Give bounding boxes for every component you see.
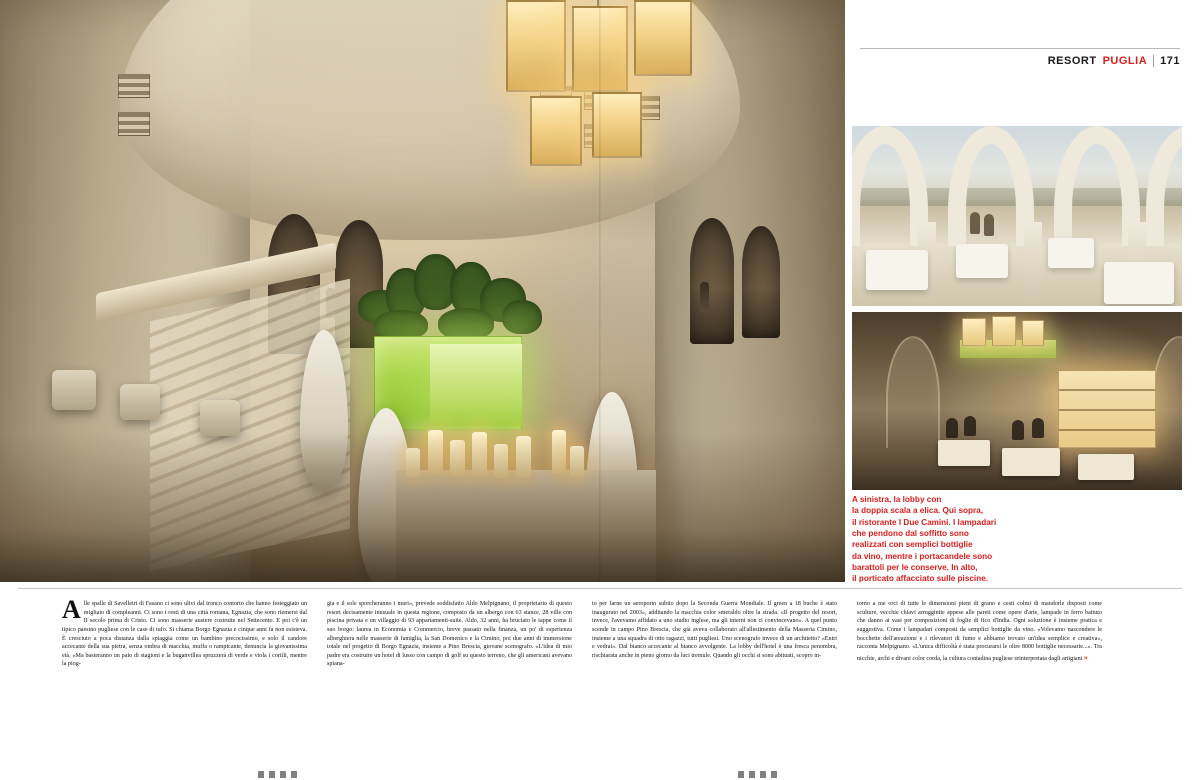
dining-table (938, 440, 990, 466)
pendant-lantern (634, 0, 692, 76)
column-text: to per farne un aeroporto subito dopo la Seconda Guerra Mondiale. Il green a 18 buche è stato inaugurato nel 2003», additando la macchia color smeraldo oltre la strada. «Il progetto del resort, invece, l'avevamo affidato a uno studio inglese, ma gli interni non ci convincevano». A quel punto scende in campo Pino Brescia, che già aveva collaborato all'allestimento della Masseria Cimino, insieme a una squadra di otto ragazzi, tutti pugliesi. Uno scenografo invece di un architetto? «Entri e vedrai». Dal bianco accecante al bianco avvolgente. La lobby dell'hotel è una fresca penombra, rischiarata anche in pieno giorno da luci tremule. Quando gli occhi si sono abituati, scopro in- (592, 601, 837, 659)
bottle-chandelier (1022, 320, 1044, 346)
article-body (62, 595, 1144, 750)
floor-shadow (0, 432, 845, 582)
photo-caption (852, 494, 1072, 585)
bottle-chandelier (962, 318, 986, 346)
person-silhouette (1032, 418, 1044, 438)
caption-line: che pendono dal soffitto sono (852, 528, 969, 538)
dining-table (1048, 238, 1094, 268)
page-spine (599, 0, 601, 582)
dining-table (956, 244, 1008, 278)
pendant-lantern (506, 0, 566, 92)
stone-pot (120, 384, 160, 420)
page-bottom-strip (0, 766, 1200, 780)
column-text: gia e il sole sporcheranno i muri», prevede soddisfatto Aldo Melpignano, il proprietario di questo resort decisamente inusuale in questa regione, composto da un albergo con 63 stanze, 28 ville con piscina privata e un villaggio di 93 appartamenti-suite. Aldo, 32 anni, ha bruciato le tappe come il suo borgo: laurea in Economia e Commercio, breve passato nella finanza, un po' di esperienza alberghiera nelle masserie di famiglia, la San Domenico e la Cimino, poi due anni di immersione totale nel progetto di Borgo Egnazia, insieme a Pino Brescia, giovane scenografo. «L'idea di mio padre era costruire un hotel di lusso con campo di golf su questo terreno, che gli americani avevano spiana- (327, 601, 572, 668)
dining-table (866, 250, 928, 290)
caption-line: la doppia scala a elica. Qui sopra, (852, 506, 984, 516)
running-head (1048, 52, 1180, 70)
dining-table (1002, 448, 1060, 476)
archway (690, 218, 734, 344)
cactus-arrangement (352, 252, 548, 344)
caption-line: realizzati con semplici bottiglie (852, 540, 973, 550)
caption-line: il porticato affacciato sulle piscine. (852, 574, 989, 584)
registration-mark (738, 771, 782, 778)
text-divider (18, 588, 1182, 589)
person-silhouette (946, 418, 958, 438)
photo-portico-pools (852, 126, 1182, 306)
illuminated-niche-shelf (1058, 370, 1156, 448)
article-column-1 (62, 595, 307, 750)
article-column-3 (592, 600, 837, 750)
running-head-section: RESORT (1047, 55, 1097, 67)
column-text: torno a me orci di tutte le dimensioni pieni di grano e cesti colmi di mandorle disposti come sculture, vecchie chiavi arrugginite appese alle pareti come opere d'arte, lampade in ferro battuto che danno ai vasi per composizioni di foglie di fico d'India. Ogni soluzione è insieme pratica e suggestiva. Come i lampadari composti da semplici bottiglie da vino. «Volevamo nascondere le bocchette dell'areazione e i rilevatori di fumo e abbiamo trovato un'idea semplice e creativa», racconta Melpignano. «L'unica difficoltà è stata procurarsi le oltre 8000 bottiglie necessarie...». Tra nicchie, archi e divani color corda, la cultura contadina pugliese reinterpretata dagli artigiani (857, 601, 1102, 662)
registration-mark (258, 771, 302, 778)
caption-line: A sinistra, la lobby con (852, 495, 942, 504)
dining-table (1104, 262, 1174, 304)
header-divider (860, 48, 1180, 49)
wall-grille (118, 74, 150, 98)
person-silhouette (970, 212, 980, 234)
person-silhouette (984, 214, 994, 236)
stone-pot (200, 400, 240, 436)
bottle-chandelier (992, 316, 1016, 346)
wall-grille (118, 112, 150, 136)
person-silhouette (1012, 420, 1024, 440)
column-text: lle spalle di Savelletri di Fasano ci sono ulivi dal tronco contorto che hanno festeggiato un migliaio di compleanni. Ci sono i resti di una città romana, Egnazia, che sono riemersi dal II secolo prima di Cristo. Ci sono masserie austere costruite nel Settecento. E poi c'è un tipico paesino pugliese con le case di tufo. Si chiama Borgo Egnazia e cinque anni fa non esisteva. È cresciuto a poca distanza dalla spiaggia come un bambino precocissimo, e solo il candore accecante della sua pietra, senza ombra di macchia, muffa o rampicante, denuncia la giovanissima età. «Ma basteranno un paio di stagioni e la buganvillea spruzzerà di verde e viola i cortili, mentre la piog- (62, 601, 307, 668)
running-head-region: PUGLIA (1102, 55, 1148, 67)
article-column-4 (857, 600, 1102, 750)
article-column-2 (327, 600, 572, 750)
person-silhouette (964, 416, 976, 436)
drop-cap: A (62, 595, 81, 624)
running-head-separator (1153, 55, 1154, 67)
portico-column (1024, 222, 1042, 306)
caption-line: il ristorante I Due Camini. I lampadari (852, 517, 997, 527)
person-silhouette (700, 282, 709, 312)
caption-line: barattoli per le conserve. In alto, (852, 562, 978, 572)
page-number: 171 (1160, 55, 1180, 67)
illuminated-planter-secondary (430, 344, 522, 426)
stone-pot (52, 370, 96, 410)
pendant-lantern (530, 96, 582, 166)
photo-restaurant-i-due-camini (852, 312, 1182, 490)
continuation-arrow-icon: » (1083, 652, 1088, 662)
caption-line: da vino, mentre i portacandele sono (852, 551, 993, 561)
dining-table (1078, 454, 1134, 480)
archway (742, 226, 780, 338)
